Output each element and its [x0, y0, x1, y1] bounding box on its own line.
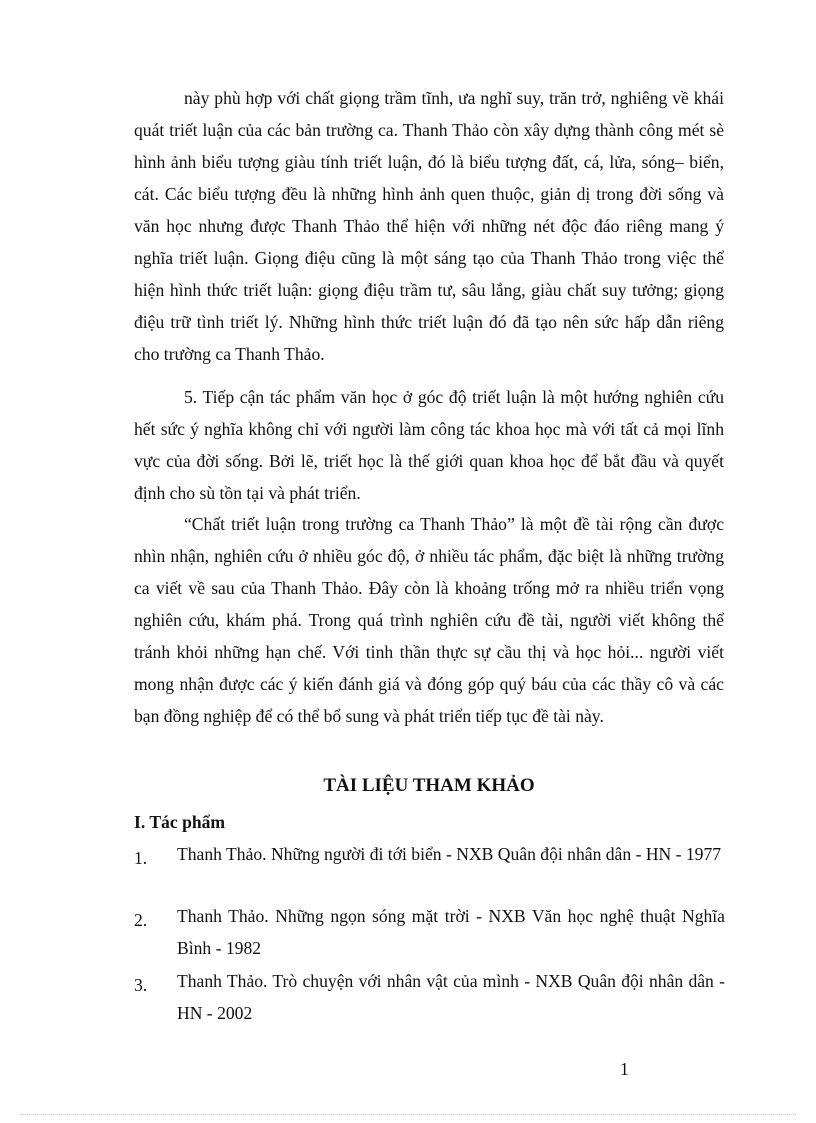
reference-number: 1.: [134, 848, 148, 868]
reference-number: 3.: [134, 975, 148, 995]
reference-number: 2.: [134, 910, 148, 930]
section-title-works: I. Tác phẩm: [134, 812, 226, 832]
page-number: 1: [620, 1059, 629, 1079]
body-paragraph-3: “Chất triết luận trong trường ca Thanh Thảo” là một đề tài rộng cần được nhìn nhận, nghiên cứu ở nhiều góc độ, ở nhiều tác phẩm, đặc biệt là những trường ca viết về sau của Thanh Thảo. Đây còn là khoảng trống mở ra nhiều triển vọng nghiên cứu, khám phá. Trong quá trình nghiên cứu đề tài, người viết không thể tránh khỏi những hạn chế. Với tinh thần thực sự cầu thị và học hỏi... người viết mong nhận được các ý kiến đánh giá và đóng góp quý báu của các thầy cô và các bạn đồng nghiệp để có thể bổ sung và phát triển tiếp tục đề tài này.: [134, 514, 724, 726]
body-paragraph-1: này phù hợp với chất giọng trầm tĩnh, ưa nghĩ suy, trăn trở, nghiêng về khái quát triết luận của các bản trường ca. Thanh Thảo còn xây dựng thành công mét sè hình ảnh biểu tượng giàu tính triết luận, đó là biểu tượng đất, cá, lửa, sóng– biển, cát. Các biểu tượng đều là những hình ảnh quen thuộc, giản dị trong đời sống và văn học nhưng được Thanh Thảo thể hiện với những nét độc đáo riêng mang ý nghĩa triết luận. Giọng điệu cũng là một sáng tạo của Thanh Thảo trong việc thể hiện hình thức triết luận: giọng điệu trầm tư, sâu lắng, giàu chất suy tưởng; giọng điệu trữ tình triết lý. Những hình thức triết luận đó đã tạo nên sức hấp dẫn riêng cho trường ca Thanh Thảo.: [134, 88, 724, 364]
reference-text: Thanh Thảo. Những ngọn sóng mặt trời - NXB Văn học nghệ thuật Nghĩa Bình - 1982: [177, 906, 725, 958]
references-heading: TÀI LIỆU THAM KHẢO: [323, 775, 535, 796]
reference-text: Thanh Thảo. Những người đi tới biển - NXB Quân đội nhân dân - HN - 1977: [177, 844, 722, 864]
body-paragraph-2: 5. Tiếp cận tác phẩm văn học ở góc độ triết luận là một hướng nghiên cứu hết sức ý nghĩa không chỉ với người làm công tác khoa học mà với tất cả mọi lĩnh vực của đời sống. Bởi lẽ, triết học là thế giới quan khoa học để bắt đầu và quyết định cho sù tồn tại và phát triển.: [134, 387, 724, 503]
page-bottom-divider: [20, 1114, 796, 1115]
reference-text: Thanh Thảo. Trò chuyện với nhân vật của mình - NXB Quân đội nhân dân - HN - 2002: [177, 971, 725, 1023]
